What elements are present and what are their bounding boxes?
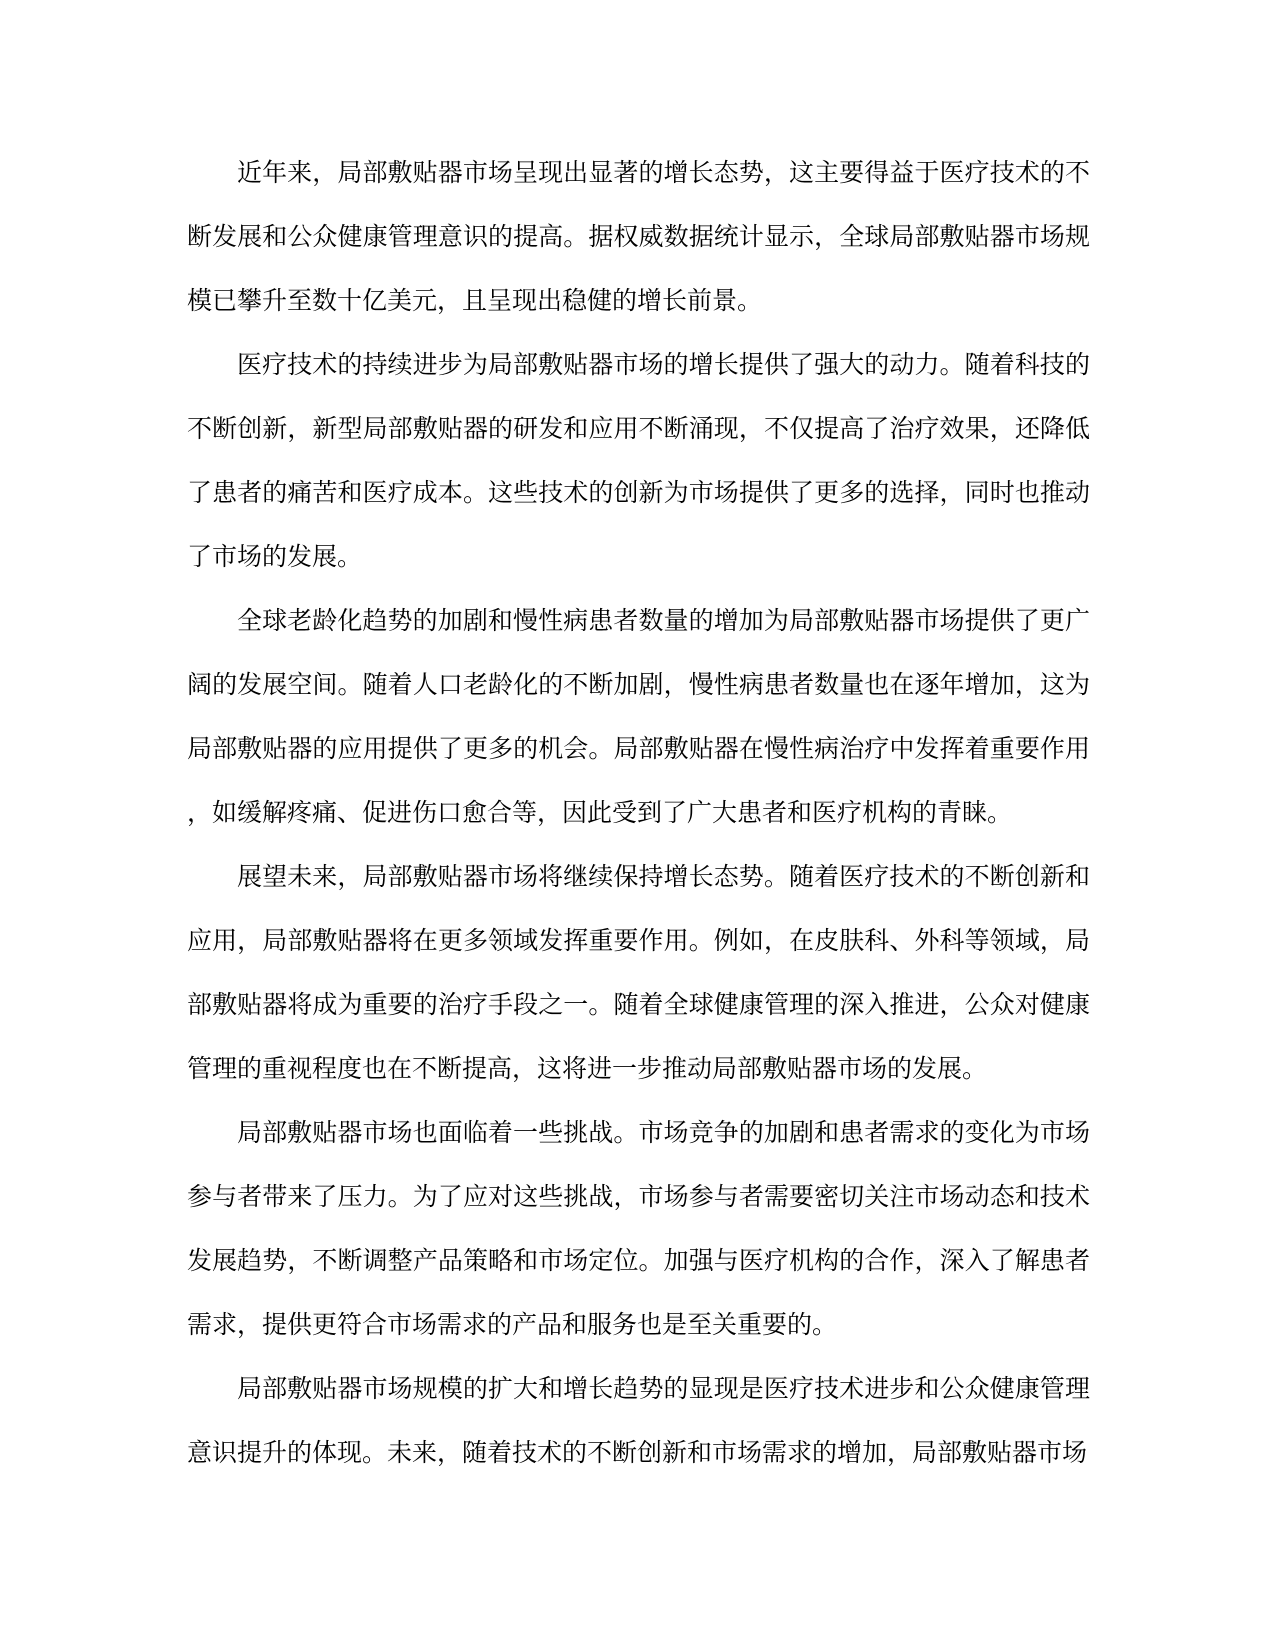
paragraph-market-growth: 近年来，局部敷贴器市场呈现出显著的增长态势，这主要得益于医疗技术的不断发展和公众健康管理意识的提高。据权威数据统计显示，全球局部敷贴器市场规模已攀升至数十亿美元，且呈现出稳健的增长前景。 [187,159,1090,315]
paragraph-tech-progress: 医疗技术的持续进步为局部敷贴器市场的增长提供了强大的动力。随着科技的不断创新，新型局部敷贴器的研发和应用不断涌现，不仅提高了治疗效果，还降低了患者的痛苦和医疗成本。这些技术的创新为市场提供了更多的选择，同时也推动了市场的发展。 [187,351,1090,571]
paragraph-challenges: 局部敷贴器市场也面临着一些挑战。市场竞争的加剧和患者需求的变化为市场参与者带来了压力。为了应对这些挑战，市场参与者需要密切关注市场动态和技术发展趋势，不断调整产品策略和市场定位。加强与医疗机构的合作，深入了解患者需求，提供更符合市场需求的产品和服务也是至关重要的。 [187,1119,1090,1339]
document-body [187,141,1090,1485]
paragraph-future-outlook: 展望未来，局部敷贴器市场将继续保持增长态势。随着医疗技术的不断创新和应用，局部敷贴器将在更多领域发挥重要作用。例如，在皮肤科、外科等领域，局部敷贴器将成为重要的治疗手段之一。随着全球健康管理的深入推进，公众对健康管理的重视程度也在不断提高，这将进一步推动局部敷贴器市场的发展。 [187,863,1090,1083]
paragraph-aging-population: 全球老龄化趋势的加剧和慢性病患者数量的增加为局部敷贴器市场提供了更广阔的发展空间。随着人口老龄化的不断加剧，慢性病患者数量也在逐年增加，这为局部敷贴器的应用提供了更多的机会。局部敷贴器在慢性病治疗中发挥着重要作用，如缓解疼痛、促进伤口愈合等，因此受到了广大患者和医疗机构的青睐。 [187,607,1090,827]
paragraph-conclusion: 局部敷贴器市场规模的扩大和增长趋势的显现是医疗技术进步和公众健康管理意识提升的体现。未来，随着技术的不断创新和市场需求的增加，局部敷贴器市场 [187,1375,1090,1467]
